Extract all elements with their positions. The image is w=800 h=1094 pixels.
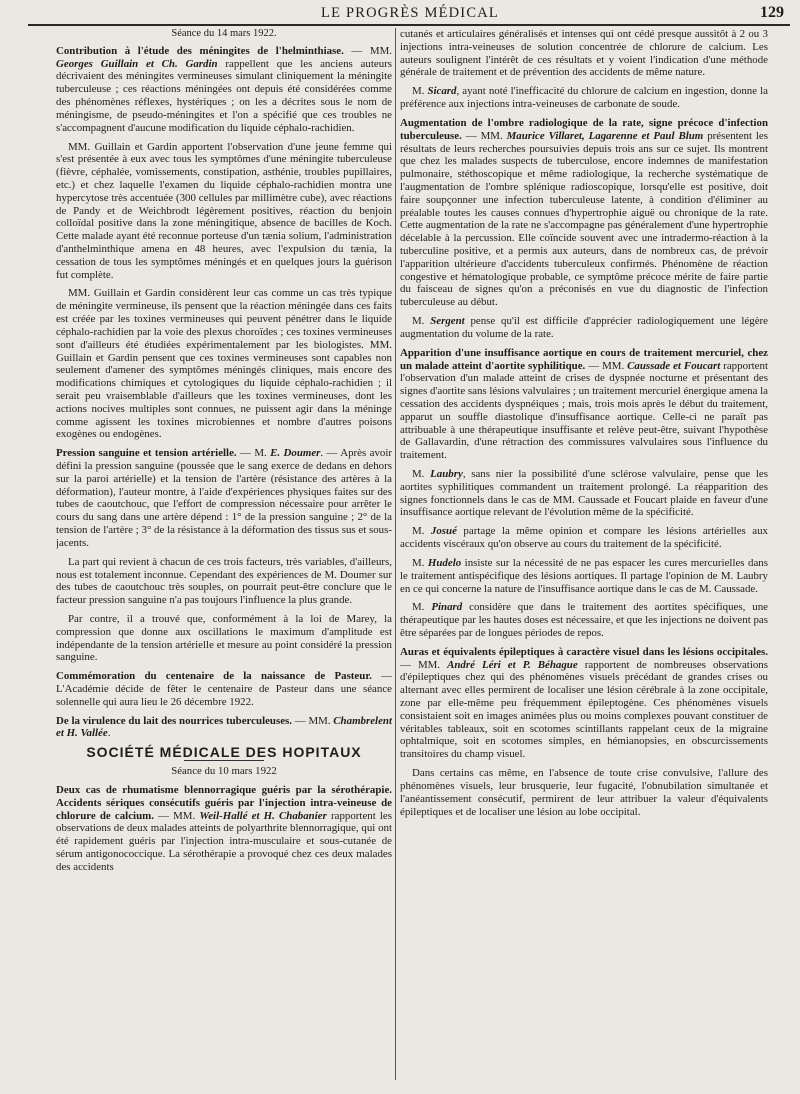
header-rule [28,24,790,26]
article-title: Augmentation de l'ombre radiologique de la rate, signe précoce d'infection tuberculeuse. [400,116,768,142]
article-title: Commémoration du centenaire de la naissance de Pasteur. [56,670,372,683]
author-names: Weil-Hallé et H. Chabanier [199,809,327,822]
article-auras-epileptiques: Auras et équivalents épileptiques à caractère visuel dans les lésions occipitales. — MM. André Léri et P. Béhague rapportent de nombreuses observations d'épileptiques chez qui des phénomènes visuels précédant de grandes crises ou alternant avec elles permirent de localiser une lésion cérébrale à la zone occipitale, zone par elle-même peu fréquemment épileptogène. Ces phénomènes visuels consistaient soit en images animées plus ou moins complexes pouvant constituer de véritables tableaux, soit en scotomes scintillants rappelant ceux de la migraine ophtalmique, soit en scotomes simples, en hémianopsies, en obscurcissements transitoires du champ visuel. [400,645,768,761]
author-names: Maurice Villaret, Lagarenne et Paul Blum [506,129,704,142]
article-rate: Augmentation de l'ombre radiologique de la rate, signe précoce d'infection tuberculeuse. — MM. Maurice Villaret, Lagarenne et Paul Blum présentent les résultats de leurs recherches poursuivies depuis trois ans sur ce sujet. Ils montrent que chez les malades suspects de tuberculose, encore indemnes de manifestation pulmonaire, stéthoscopique et même radiologique, la recherche systématique de l'augmentation de l'ombre splénique radioscopique, lorsqu'elle est positive, doit faire soupçonner une infection tuberculeuse latente, à condition d'éliminer au préalable toutes les causes connues d'hypertrophie aiguë ou chronique de la rate. Cette augmentation de la rate ne s'accompagne pas généralement d'une hypertrophie décelable à la percussion. Elle coïncide souvent avec une intradermo-réaction à la tuberculine positive, et a permis aux auteurs, dans de nombreux cas, de prévoir l'apparition ultérieure d'accidents tuberculeux confirmés. Phénomène de réaction congestive et hématologique probable, ce symptôme précoce mérite de faire partie du faisceau de signes qu'on a préconisés en vue du diagnostic de l'infection tuberculeuse au début. [400,116,768,309]
paragraph: MM. Guillain et Gardin considèrent leur cas comme un cas très typique de méningite vermineuse, ils pensent que la réaction méningée dans ces faits est créée par les toxines vermineuses qui peuvent pénétrer dans le liquide céphalo-rachidien par la voie des plexus choroïdes ; ces toxines vermineuses sont d'ailleurs été étudiées expérimentalement par les biologistes. MM. Guillain et Gardin pensent que ces toxines vermineuses sont capables non seulement d'amener des symptômes méningés cliniques, mais encore des modifications chimiques et cytologiques du liquide céphalo-rachidien ; il serait peu vraisemblable d'ailleurs que les toxines vermineuses, dont les actions nocives multiples sont connues, ne puissent agir dans la méninge comme agissent les toxines microbiennes et nombre d'autres poisons exogènes ou endogènes. [56,287,392,441]
comment-josue: M. Josué partage la même opinion et compare les lésions artérielles aux accidents viscéraux qu'on observe au cours du traitement de la spécificité. [400,525,768,551]
author-names: Hudelo [427,556,462,569]
page-header [30,2,790,24]
paragraph: Dans certains cas même, en l'absence de toute crise convulsive, l'allure des phénomènes visuels, leur brusquerie, leur fugacité, l'obnubilation simultanée et l'anéantissement consécutif, permirent de leur attribuer la valeur d'équivalents épileptiques et de localiser une lésion au lobe occipital. [400,767,768,818]
article-pression-sanguine: Pression sanguine et tension artérielle. — M. E. Doumer. — Après avoir défini la pression sanguine (poussée que le sang exerce de dedans en dehors sur la paroi artérielle) et la tension de l'artère (résistance des artères à la déformation), l'auteur montre, à l'aide d'expériences physiques faites sur des tubes de caoutchouc, que l'effort de compression nécessaire pour arrêter le cours du sang dans une artère dépend : 1° de la pression sanguine ; 2° de la tension de l'artère ; 3° de la résistance à la déformation des tissus sus et sous-jacents. [56,447,392,549]
article-insuffisance-aortique: Apparition d'une insuffisance aortique en cours de traitement mercuriel, chez un malade atteint d'aortite syphilitique. — MM. Caussade et Foucart rapportent l'observation d'un malade atteint de crises de dyspnée nocturne et présentant des signes d'aortite sans lésions valvulaires ; un traitement mercuriel énergique amena la cessation des accidents dyspnéiques ; mais, trois mois après le début du traitement, apparut un souffle diastolique d'insuffisance aortique. Celle-ci ne paraît pas attribuable à une thérapeutique insuffisante et relève peut-être, suivant l'hypothèse de Gallavardin, d'une rétraction des commissures valvulaires sous l'influence du traitement. [400,346,768,462]
article-virulence-lait: De la virulence du lait des nourrices tuberculeuses. — MM. Chambrelent et H. Vallée. [56,714,392,740]
comment-hudelo: M. Hudelo insiste sur la nécessité de ne pas espacer les cures mercurielles dans le traitement antispécifique des lésions aortiques. Il partage l'opinion de M. Laubry en ce qui concerne la nature de l'insuffisance aortique dans le cas de M. Caussade. [400,556,768,595]
article-title: Contribution à l'étude des méningites de l'helminthiase. [56,44,344,57]
author-names: Pinard [431,601,463,614]
column-divider [395,28,396,1080]
comment-laubry: M. Laubry, sans nier la possibilité d'une sclérose valvulaire, pense que les aortites syphilitiques commandent un traitement prolongé. La réapparition des signes fonctionnels dans le cas de MM. Caussade et Foucart plaide en faveur d'une insuffisance aortique relevant de l'évolution même de la spécificité. [400,468,768,519]
author-names: Chambrelent et H. Vallée [56,714,392,740]
author-names: Laubry [430,468,463,480]
journal-title: LE PROGRÈS MÉDICAL [321,5,499,21]
paragraph: Par contre, il a trouvé que, conformément à la loi de Marey, la compression que donne aux oscillations le maximum d'amplitude est indépendante de la tension artérielle et mesure au point considéré la pression sanguine. [56,612,392,664]
left-column [56,28,392,1088]
article-title: Deux cas de rhumatisme blennorragique guéris par la sérothérapie. Accidents sériques consécutifs guéris par l'injection intra-veineuse de chlorure de calcium. [56,783,392,822]
article-title: Pression sanguine et tension artérielle. [56,447,237,460]
society-rule [184,760,264,761]
author-names: Sergent [430,315,465,328]
paragraph: cutanés et articulaires généralisés et intenses qui ont cédé presque aussitôt à 2 ou 3 injections intra-veineuses de solution concentrée de chlorure de calcium. Les auteurs soulignent l'intérêt de ces résultats et y voient l'indication d'une méthode générale de traitement et de prévention des accidents de même nature. [400,28,768,79]
paragraph: La part qui revient à chacun de ces trois facteurs, très variables, d'ailleurs, nous est totalement inconnue. Cependant des expériences de M. Doumer sur des tubes de caoutchouc très souples, on pourrait peut-être conclure que le facteur pression sanguine n'a pas toujours l'influence la plus grande. [56,555,392,607]
right-column [400,28,768,1088]
article-pasteur: Commémoration du centenaire de la naissance de Pasteur. — L'Académie décide de fêter le centenaire de Pasteur dans une séance solennelle qui aura lieu le 26 décembre 1922. [56,670,392,708]
author-names: Josué [430,525,457,538]
society-session-date: Séance du 10 mars 1922 [171,765,277,778]
article-title: Apparition d'une insuffisance aortique en cours de traitement mercuriel, chez un malade atteint d'aortite syphilitique. [400,346,768,372]
author-names: E. Doumer [270,447,321,460]
article-title: De la virulence du lait des nourrices tuberculeuses. [56,714,293,727]
paragraph: MM. Guillain et Gardin apportent l'observation d'une jeune femme qui s'est présentée à eux avec tous les symptômes d'une méningite tuberculeuse (fièvre, céphalée, vomissements, constipation, asthénie, troubles pupillaires, etc.) et chez laquelle l'examen du liquide céphalo-rachidien montra une hypercytose très accentuée (300 cellules par millimètre cube), avec réactions de Pandy et de Weichbrodt légèrement positives, réaction du benjoin colloïdal positive dans la zone méningitique, absence de bacilles de Koch. Cette malade ayant été reconnue porteuse d'un tænia solium, l'administration d'anthelminthique amena en 48 heures, avec l'expulsion du tænia, la cessation de tous les symptômes méningés et en quelques jours la guérison fut complète. [56,140,392,281]
author-names: Sicard [427,85,457,98]
society-heading: SOCIÉTÉ MÉDICALE DES HOPITAUX [86,744,362,761]
comment-pinard: M. Pinard considère que dans le traitement des aortites spécifiques, une thérapeutique par les hautes doses est nécessaire, et que les injections ne doivent pas être séparées par de longues périodes de repos. [400,601,768,639]
comment-sergent: M. Sergent pense qu'il est difficile d'apprécier radiologiquement une légère augmentation du volume de la rate. [400,315,768,340]
comment-sicard: M. Sicard, ayant noté l'inefficacité du chlorure de calcium en ingestion, donne la préférence aux injections intra-veineuses de carbonate de soude. [400,85,768,111]
author-names: André Léri et P. Béhague [447,658,578,671]
author-names: Caussade et Foucart [627,359,721,372]
article-helminthiase: Contribution à l'étude des méningites de l'helminthiase. — MM. Georges Guillain et Ch. Gardin rappellent que les anciens auteurs décrivaient des méningites vermineuses simulant cliniquement la méningite tuberculeuse ; ces réactions méningées ont depuis été considérées comme des phénomènes réflexes, hystériques ; on les a décrites sous le nom de méningisme, de pseudo-méningites et l'on a spécifié que ces troubles ne s'accompagnent d'aucune modification du liquide céphalo-rachidien. [56,44,392,134]
article-title: Auras et équivalents épileptiques à caractère visuel dans les lésions occipitales. [400,645,768,658]
article-rhumatisme: Deux cas de rhumatisme blennorragique guéris par la sérothérapie. Accidents sériques consécutifs guéris par l'injection intra-veineuse de chlorure de calcium. — MM. Weil-Hallé et H. Chabanier rapportent les observations de deux malades atteints de polyarthrite blennorragique, qui ont été rapidement guéris par l'injection intra-musculaire et sous-cutanée de sérum antigonococcique. La sérothérapie a provoqué chez ces deux malades des accidents [56,783,392,873]
page-number: 129 [760,4,784,21]
author-names: Georges Guillain et Ch. Gardin [56,57,218,70]
session-heading: Séance du 14 mars 1922. [171,28,277,39]
